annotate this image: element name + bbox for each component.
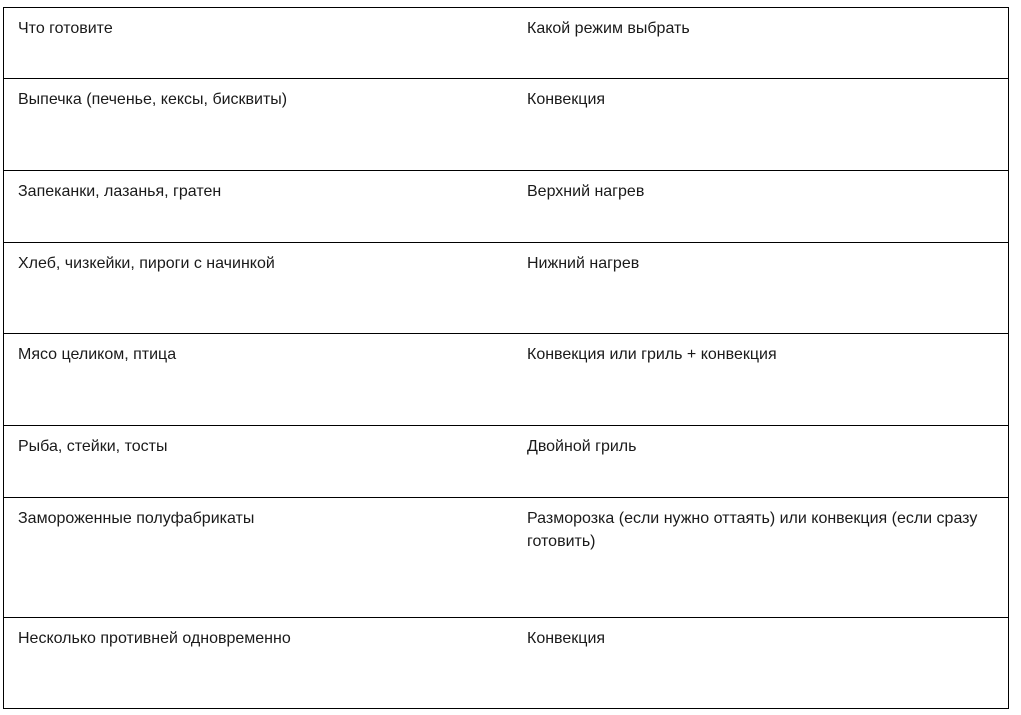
mode-cell: Разморозка (если нужно оттаять) или конвекция (если сразу готовить) (527, 498, 1009, 618)
header-mode-cell: Какой режим выбрать (527, 8, 1009, 79)
mode-cell: Нижний нагрев (527, 243, 1009, 334)
table-header-row (4, 8, 1009, 79)
mode-cell: Двойной гриль (527, 426, 1009, 498)
table-row (4, 618, 1009, 709)
mode-cell: Конвекция (527, 79, 1009, 171)
dish-cell: Рыба, стейки, тосты (4, 426, 528, 498)
table-row (4, 79, 1009, 171)
mode-cell: Верхний нагрев (527, 171, 1009, 243)
dish-cell: Несколько противней одновременно (4, 618, 528, 709)
table-row (4, 171, 1009, 243)
table-row (4, 334, 1009, 426)
cooking-mode-table (3, 7, 1009, 709)
dish-cell: Запеканки, лазанья, гратен (4, 171, 528, 243)
header-dish-cell: Что готовите (4, 8, 528, 79)
dish-cell: Мясо целиком, птица (4, 334, 528, 426)
mode-cell: Конвекция или гриль + конвекция (527, 334, 1009, 426)
table-row (4, 498, 1009, 618)
dish-cell: Выпечка (печенье, кексы, бисквиты) (4, 79, 528, 171)
table-row (4, 426, 1009, 498)
dish-cell: Хлеб, чизкейки, пироги с начинкой (4, 243, 528, 334)
table-row (4, 243, 1009, 334)
dish-cell: Замороженные полуфабрикаты (4, 498, 528, 618)
mode-cell: Конвекция (527, 618, 1009, 709)
